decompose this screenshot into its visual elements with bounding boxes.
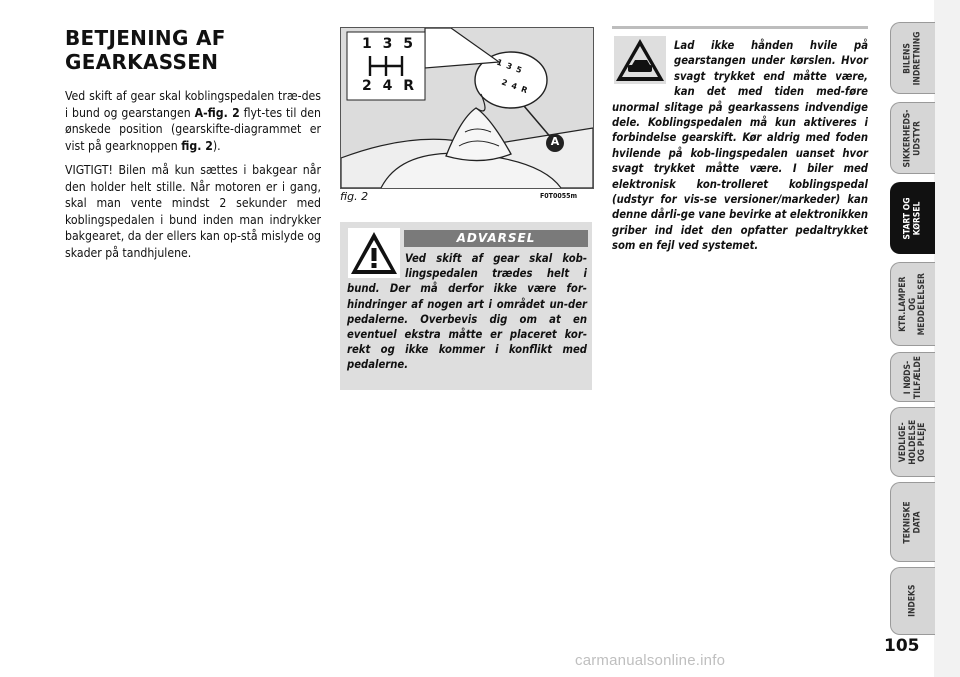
tab-strip-background [934,0,960,677]
figure-caption: fig. 2 [340,190,369,203]
knob-diagram-bottom: 2 4 R [500,77,530,96]
chapter-tab-label: START OG KØRSEL [902,196,922,240]
section-title-line2: GEARKASSEN [65,50,219,74]
figure-reference-2: fig. 2 [181,138,213,153]
chapter-tab-label: I NØDS- TILFÆLDE [902,355,922,399]
knob-diagram-top: 1 3 5 [495,57,524,76]
note-text: Lad ikke hånden hvile på gearstangen under kørslen. Hvor svagt trykket end måtte være, kan det med tiden med-føre unormal slitage på gearkassens indvendige dele. Koblingspedalen må kun aktiveres i forbindelse gearskift. Kør aldrig med foden hvilende på kob-lingspedalen uanset hvor svagt trykket måtte være. I biler med elektronisk kon-trolleret koblingspedal (udstyr for vis-se versioner/markeder) kan denne dårli-ge vane bevirke at elektronikken griber ind idet den opfatter pedaltrykket som en fejl ved systemet. [612,39,868,253]
body-p1-text-a: Ved skift af gear skal koblingspedalen træ-des i bund og gearstangen [65,89,321,120]
chapter-tab-label: TEKNISKE DATA [902,500,922,544]
gear-knob-illustration [341,28,593,188]
body-p1-text-c: ). [212,138,221,153]
gear-diagram-bottom: 2 4 R [362,78,418,94]
body-paragraph-1 [65,88,321,154]
gear-shift-figure [340,27,594,189]
chapter-tab-5[interactable] [890,352,935,402]
chapter-tab-label: INDEKS [907,584,918,618]
watermark: carmanualsonline.info [575,652,726,669]
warning-box [340,222,592,390]
warning-label: ADVARSEL [404,230,588,247]
section-title-line1: BETJENING AF [65,26,226,50]
chapter-tab-4[interactable] [890,262,935,346]
section-title [65,26,315,74]
note-divider [612,26,868,29]
chapter-tab-label: BILENS INDRETNING [902,31,922,85]
body-paragraph-2: VIGTIGT! Bilen må kun sættes i bakgear når den holder helt stille. Når motoren er i gang, skal man vente mindst 2 sekunder med koblingspedalen i bund inden man indrykker bakgearet, da der ellers kan op-stå mislyde og skader på tandhjulene. [65,163,321,260]
chapter-tab-6[interactable] [890,407,935,477]
chapter-tab-label: KTR.LAMPER OG MEDDELELSER [897,272,927,336]
body-p1-text-b: flyt-tes til den ønskede position (gearskifte-diagrammet er vist på gearknoppen [65,105,321,153]
chapter-tab-label: VEDLIGE- HOLDELSE OG PLEJE [897,419,927,465]
gear-diagram-top: 1 3 5 [362,36,416,52]
body-text [65,88,321,269]
chapter-tab-label: SIKKERHEDS- UDSTYR [902,109,923,167]
page-number: 105 [884,636,920,656]
warning-text: Ved skift af gear skal kob-lingspedalen trædes helt i bund. Der må derfor ikke være for-hindringer af nogen art i området un-der pedalerne. Overbevis dig om at en eventuel ekstra måtte er placeret kor-rekt og ikke kommer i konflikt med pedalerne. [347,252,587,372]
figure-reference: A-fig. 2 [194,105,240,120]
chapter-tab-1[interactable] [890,22,935,94]
chapter-tab-8[interactable] [890,567,935,635]
callout-label-a: A [550,135,560,148]
note-text-block [612,38,868,254]
chapter-tab-2[interactable] [890,102,935,174]
figure-code: F0T0055m [540,192,578,200]
chapter-tab-3[interactable] [890,182,935,254]
chapter-tab-7[interactable] [890,482,935,562]
warning-text-block [347,251,587,373]
